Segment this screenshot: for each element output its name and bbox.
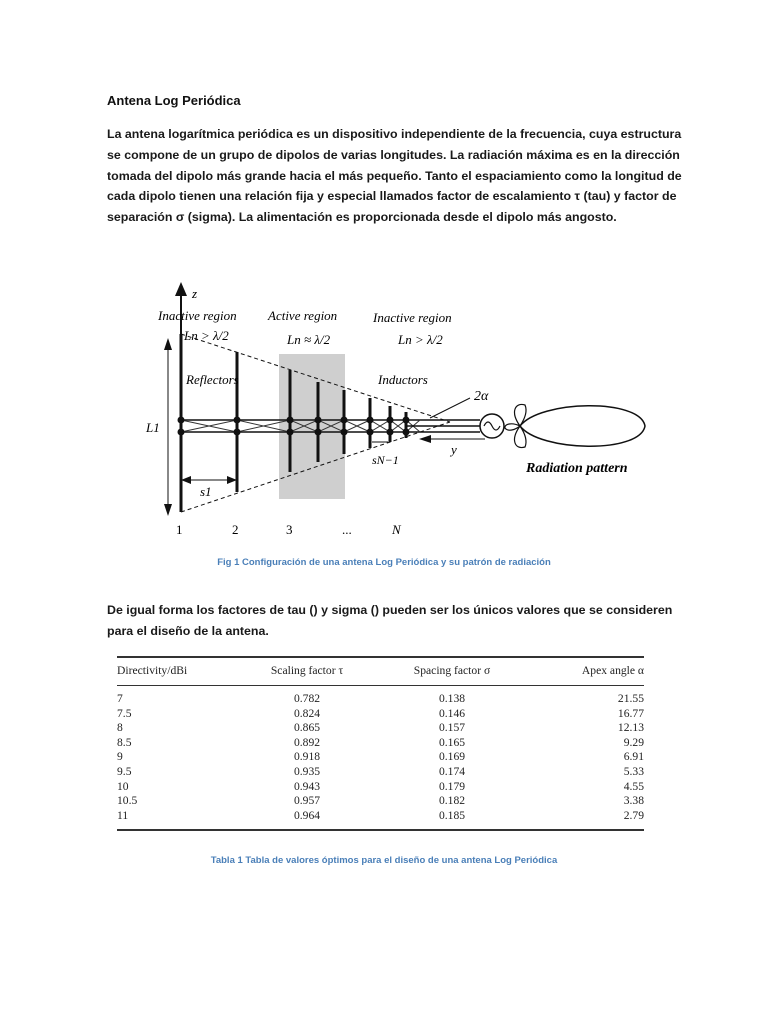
- cell: 8.5: [117, 735, 132, 749]
- design-paragraph: [107, 600, 673, 642]
- radiation-side-lobe-bottom: [515, 426, 526, 448]
- section-heading: Antena Log Periódica: [107, 93, 241, 108]
- reflectors-label: Reflectors: [186, 372, 239, 387]
- table-row: [117, 780, 644, 795]
- inactive-left-condition: Ln > λ/2: [184, 328, 229, 343]
- cell: 0.185: [377, 809, 527, 831]
- header-apex: Apex angle α: [527, 657, 644, 686]
- cell: 0.824: [293, 706, 321, 720]
- cell: 0.182: [438, 794, 466, 808]
- cell: 0.169: [438, 750, 466, 764]
- intro-line: se compone de un grupo de dipolos de varias longitudes. La radiación máxima es en la dirección: [107, 147, 680, 162]
- figure-caption: Fig 1 Configuración de una antena Log Periódica y su patrón de radiación: [217, 557, 551, 568]
- z-label: z: [192, 286, 198, 301]
- cell: 9.29: [623, 735, 644, 749]
- dipole-number-3: 3: [286, 522, 293, 537]
- cell: 12.13: [617, 721, 644, 735]
- active-region-condition: Ln ≈ λ/2: [287, 332, 331, 347]
- log-periodic-antenna-figure: [140, 272, 660, 542]
- cell: 4.55: [623, 779, 644, 793]
- cell: 3.38: [623, 794, 644, 808]
- dipole-number-2: 2: [232, 522, 239, 537]
- cell: 9: [117, 750, 123, 764]
- cell: 0.174: [438, 764, 466, 778]
- z-axis-arrow: [175, 282, 187, 296]
- dipole-number-ellipsis: ...: [342, 522, 352, 537]
- cell: 0.865: [293, 721, 321, 735]
- cell: 0.964: [237, 809, 377, 831]
- active-region-label: Active region: [268, 308, 338, 323]
- alpha-pointer: [430, 398, 470, 418]
- header-scaling: Scaling factor τ: [237, 657, 377, 686]
- table-row: [117, 721, 644, 736]
- l1-arrow-top: [164, 338, 172, 350]
- table-caption: Tabla 1 Tabla de valores óptimos para el diseño de una antena Log Periódica: [210, 855, 558, 866]
- cell: 0.943: [293, 779, 321, 793]
- table-row: [117, 794, 644, 809]
- cell: 7: [117, 692, 123, 705]
- table-row: [117, 707, 644, 722]
- intro-paragraph: [107, 124, 682, 228]
- cell: 0.918: [293, 750, 321, 764]
- cell: 5.33: [623, 764, 644, 778]
- design-line: para el diseño de la antena.: [107, 624, 269, 638]
- s1-label: s1: [200, 484, 212, 499]
- cell: 0.179: [438, 779, 466, 793]
- cell: 10: [117, 779, 129, 793]
- cell: 21.55: [617, 692, 644, 705]
- design-line: De igual forma los factores de tau () y sigma () pueden ser los únicos valores que se consideren: [107, 603, 673, 617]
- y-label: y: [451, 442, 457, 457]
- radiation-pattern-label: Radiation pattern: [526, 461, 628, 476]
- table-header-row: [117, 657, 644, 686]
- cell: 0.782: [293, 692, 321, 705]
- intro-line: tomada del dipolo más grande hacia el más pequeño. Tanto el espaciamiento como la longitud de: [107, 168, 682, 183]
- cell: 0.935: [293, 764, 321, 778]
- optimal-values-table: [117, 656, 644, 831]
- dipole-number-n: N: [392, 522, 401, 537]
- l1-arrow-bottom: [164, 504, 172, 516]
- table-row: [117, 765, 644, 780]
- radiation-main-lobe: [520, 406, 645, 447]
- cell: 11: [117, 809, 237, 831]
- header-directivity: Directivity/dBi: [117, 657, 237, 686]
- inactive-left-label: Inactive region: [158, 308, 237, 323]
- cell: 9.5: [117, 764, 132, 778]
- intro-line: cada dipolo tienen una relación fija y especial llamados factor de escalamiento τ (tau) y factor de: [107, 189, 677, 204]
- radiation-side-lobe-top: [515, 404, 526, 426]
- l1-label: L1: [146, 420, 160, 435]
- cell: 0.892: [293, 735, 321, 749]
- dipole-number-1: 1: [176, 522, 183, 537]
- cell: 0.138: [438, 692, 466, 705]
- table-row: [117, 736, 644, 751]
- cell: 10.5: [117, 794, 138, 808]
- cell: 8: [117, 721, 123, 735]
- header-spacing: Spacing factor σ: [377, 657, 527, 686]
- inactive-right-label: Inactive region: [373, 310, 452, 325]
- alpha-label: 2α: [474, 389, 489, 404]
- cell: 16.77: [617, 706, 644, 720]
- cell: 0.157: [438, 721, 466, 735]
- cell: 7.5: [117, 706, 132, 720]
- cell: 0.165: [438, 735, 466, 749]
- cell: 6.91: [623, 750, 644, 764]
- inactive-right-condition: Ln > λ/2: [398, 332, 443, 347]
- table-row: [117, 686, 644, 707]
- table-row: [117, 809, 644, 831]
- sn1-label: sN−1: [372, 453, 399, 467]
- y-arrow: [419, 435, 431, 443]
- inductors-label: Inductors: [378, 372, 428, 387]
- cell: 0.957: [293, 794, 321, 808]
- table-row: [117, 750, 644, 765]
- cell: 0.146: [438, 706, 466, 720]
- cell: 2.79: [527, 809, 644, 831]
- intro-line: La antena logarítmica periódica es un dispositivo independiente de la frecuencia, cuya estructura: [107, 127, 682, 141]
- intro-line: separación σ (sigma). La alimentación es proporcionada desde el dipolo más angosto.: [107, 210, 617, 225]
